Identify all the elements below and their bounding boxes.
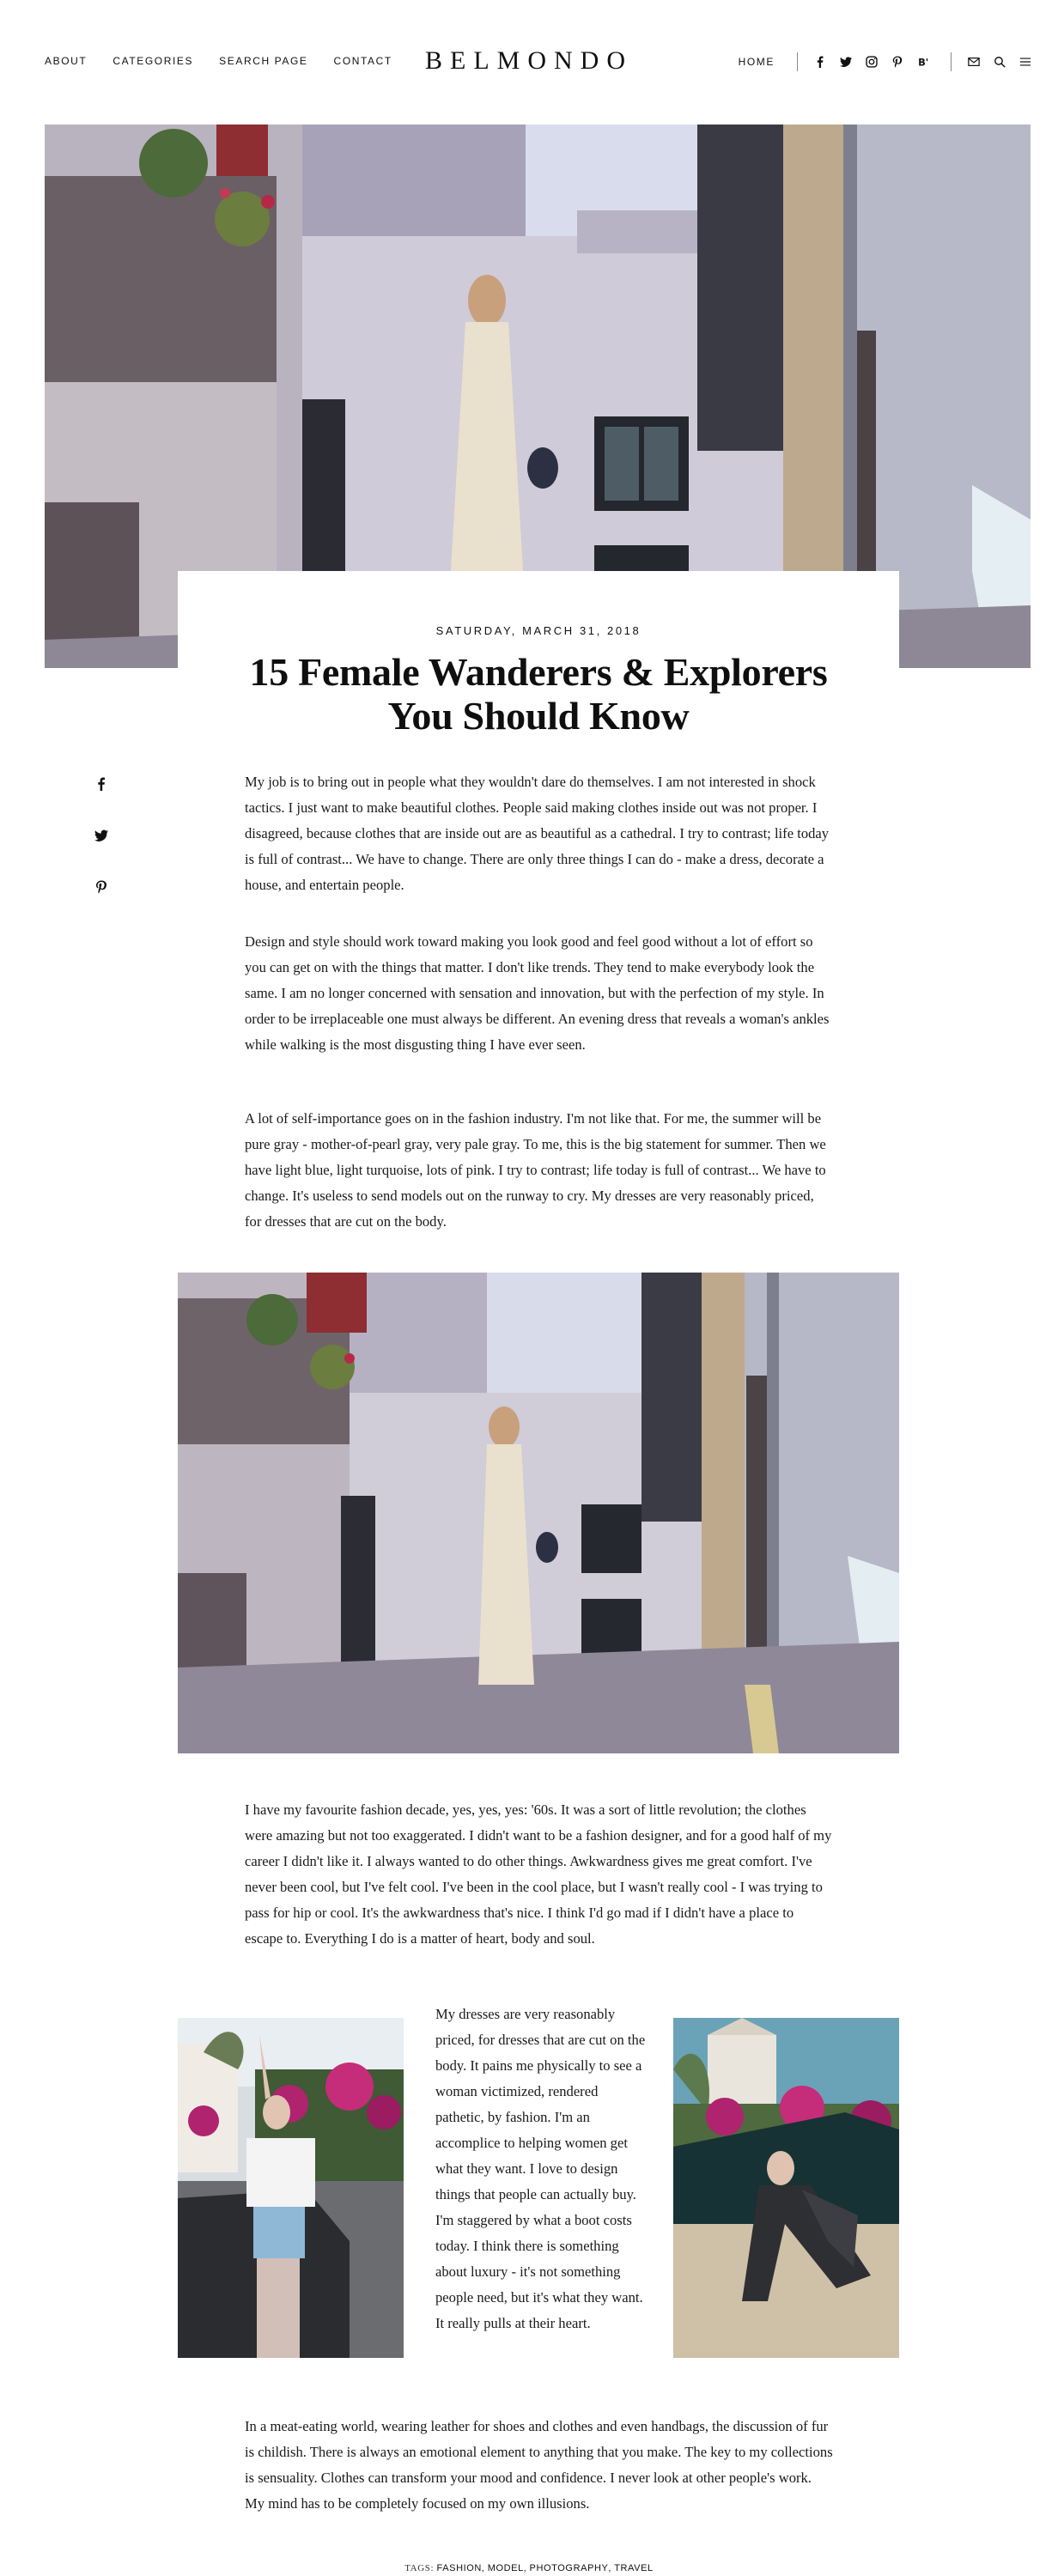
instagram-icon[interactable] <box>865 55 879 69</box>
body-paragraph: A lot of self-importance goes on in the fashion industry. I'm not like that. For me, the summer will be pure gray - mother-of-pearl gray, very pale gray. To me, this is the big statement for summer. Then we have light blue, light turquoise, lots of pink. I try to contrast; life today is full of contrast... We have to change. It's useless to send models out on the runway to cry. My dresses are very reasonably priced, for dresses that are cut on the body. <box>245 1110 826 1230</box>
nav-home[interactable]: HOME <box>738 56 775 68</box>
twitter-icon[interactable] <box>839 55 853 69</box>
body-paragraph: My dresses are very reasonably priced, for dresses that are cut on the body. It pains me physically to see a woman victimized, rendered pathetic, by fashion. I'm an accomplice to helping women get what they want. I love to design things that people can actually buy. I'm staggered by what a boot costs today. I think there is something about luxury - it's not something people need, but it's what they want. It really pulls at their heart. <box>435 2006 646 2331</box>
tag-separator: , <box>481 2563 488 2573</box>
nav-categories[interactable]: CATEGORIES <box>112 55 194 67</box>
twitter-icon[interactable] <box>90 824 112 847</box>
post-image-right <box>673 2018 899 2358</box>
nav-contact[interactable]: CONTACT <box>333 55 392 67</box>
svg-text:B': B' <box>918 56 929 68</box>
tags-label: TAGS: <box>404 2563 435 2573</box>
post-title <box>178 650 899 738</box>
divider <box>951 52 952 71</box>
tag-link[interactable]: PHOTOGRAPHY <box>529 2563 609 2573</box>
divider <box>797 52 798 71</box>
secondary-nav <box>739 52 1032 72</box>
body-paragraph: My job is to bring out in people what they wouldn't dare do themselves. I am not interested in shock tactics. I just want to make beautiful clothes. People said making clothes inside out was not proper. I disagreed, because clothes that are inside out are as beautiful as a cathedral. I try to contrast; life today is full of contrast... We have to change. There are only three things I can do - make a dress, decorate a house, and entertain people. <box>245 774 830 893</box>
tag-link[interactable]: TRAVEL <box>614 2563 654 2573</box>
tag-link[interactable]: MODEL <box>487 2563 524 2573</box>
tag-separator: , <box>608 2563 615 2573</box>
nav-search-page[interactable]: SEARCH PAGE <box>219 55 308 67</box>
pinterest-icon[interactable] <box>90 876 112 898</box>
menu-icon[interactable] <box>1018 55 1032 69</box>
facebook-icon[interactable] <box>813 55 827 69</box>
post-date: SATURDAY, MARCH 31, 2018 <box>435 624 641 637</box>
search-icon[interactable] <box>993 55 1006 69</box>
post-title-line: You Should Know <box>387 694 690 738</box>
tag-link[interactable]: FASHION <box>436 2563 482 2573</box>
tag-separator: , <box>523 2563 530 2573</box>
site-header <box>0 0 1058 125</box>
nav-about[interactable]: ABOUT <box>45 55 88 67</box>
share-bar <box>90 773 112 927</box>
mail-icon[interactable] <box>967 55 981 69</box>
pinterest-icon[interactable] <box>891 55 904 69</box>
post-title-line: 15 Female Wanderers & Explorers <box>249 650 828 694</box>
post-image-wide <box>178 1273 899 1753</box>
body-paragraph: In a meat-eating world, wearing leather for shoes and clothes and even handbags, the discussion of fur is childish. There is always an emotional element to anything that you make. The key to my collections is sensuality. Clothes can transform your mood and confidence. I never look at other people's work. My mind has to be completely focused on my own illusions. <box>245 2418 833 2512</box>
body-paragraph: Design and style should work toward making you look good and feel good without a lot of effort so you can get on with the things that matter. I don't like trends. They tend to make everybody look the same. I am no longer concerned with sensation and innovation, but with the perfection of my style. In order to be irreplaceable one must always be different. An evening dress that reveals a woman's ankles while walking is the most disgusting thing I have ever seen. <box>245 933 830 1053</box>
facebook-icon[interactable] <box>90 773 112 795</box>
post-tags <box>0 2563 1058 2573</box>
post-image-left <box>178 2018 404 2358</box>
site-logo[interactable]: BELMONDO <box>425 46 633 75</box>
body-paragraph: I have my favourite fashion decade, yes, yes, yes: '60s. It was a sort of little revolution; the clothes were amazing but not too exaggerated. I didn't want to be a fashion designer, and for a good half of my career I didn't like it. I always wanted to do other things. Awkwardness gives me great comfort. I've never been cool, but I've felt cool. I've been in the cool place, but I wasn't really cool - I was trying to pass for hip or cool. It's the awkwardness that's nice. I think I'd go mad if I didn't have a place to escape to. Everything I do is a matter of heart, body and soul. <box>245 1801 832 1947</box>
behance-icon[interactable] <box>916 55 933 69</box>
